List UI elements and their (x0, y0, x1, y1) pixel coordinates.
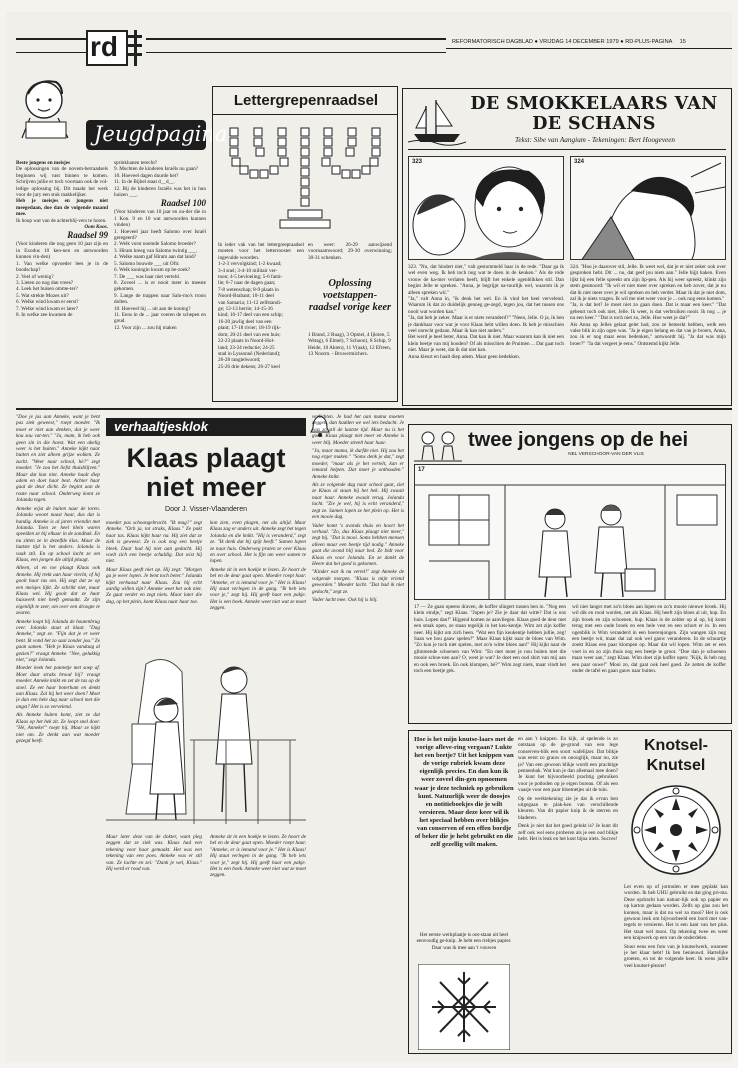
list-item: 12. Voor zijn ... zou hij maken (114, 324, 177, 331)
story-col3 (210, 520, 306, 640)
story-paragraph: Anneke wijst de buiten naar de toren. Jolanda woont naast haar, dus dat is handig. Anneke is al jaren vriendin met Jolanda. Toen ze heel klein waren speelden ze bij elkaar in de zandbak. En nu zitten ze in dezelfde klas. Maar de laatste tijd is het anders. Jolanda is vaak stil. En op school lacht ze om Klaas, een jongen die altijd plaagt. (16, 505, 100, 563)
menorah-puzzle-grid (224, 124, 386, 234)
story-paragraph: Maar Klaas geeft niet op. Hij zegt: "Morgen ga je weer lopen. Je bent toch beter." Jolanda kijkt verbaasd naar Klaas. Zou hij echt aardig willen zijn? Anneke weet het ook niet. Ze gaat verder en zegt niets. Maar later die dag, op het plein, komt Klaas naar haar toe. (106, 566, 202, 605)
twee-author: NEL VERSCHOOR-VAN DER VLIS (568, 452, 644, 457)
jeugd-title-box (86, 120, 228, 150)
logo-text: rd (90, 31, 118, 62)
story-col1 (16, 414, 100, 1054)
clue-line: 3-4 snel; 3-4-10 militair ver- (218, 267, 278, 274)
story-paragraph: Anneke loopt bij Jolanda de houtenbrug over. Jolanda staat al klaar. "Dag Anneke," zegt ze. "Fijn dat je er weer bent. Ik vond het zo saai zonder jou." Ze gaan samen. "Heb je Klaas vandaag al gezien?" vraagt Anneke. "Nee, gelukkig niet," zegt Jolanda. (16, 618, 100, 664)
story-paragraph: verlichten. Je had het aan mama moeten zeggen, dan hadden we wel iets bedacht. Je was zo stil de laatste tijd. Maar nu is het goed. Klaas plaagt niet meer en Anneke is weer blij. Moeder streelt haar haar. (312, 414, 404, 446)
list-item: 12. Bij de kinderen Israëls was het in hun huizen ___. (114, 185, 206, 199)
raadsel-99-title: Raadsel 99 (67, 230, 108, 241)
list-item: 11. In de Bijbel staat d__d__. (114, 179, 176, 186)
jeugd-col2 (114, 160, 206, 420)
list-item: 6. Welke wind kwam er eerst? (16, 299, 79, 306)
story-paragraph: Als ze volgende dag naar school gaat, ziet ze Klaas al staan bij het hek. Hij zwaait naar haar. Anneke zwaait terug. Jolanda lacht. "Zie je wel, hij is echt veranderd," zegt ze. Samen lopen ze het plein op. Het is een mooie dag. (312, 482, 404, 521)
clue-line: 26-28 rangtelwoord; (218, 357, 261, 364)
story-illustration (106, 644, 306, 830)
smokkelaars-title: DE SMOKKELAARS VAN DE SCHANS (470, 94, 718, 134)
knotsel-text (624, 884, 728, 1050)
list-item: 7. Welke wind kwam er later? (16, 305, 79, 312)
raadsel-100-title: Raadsel 100 (160, 198, 206, 209)
twee-illustration (414, 464, 726, 600)
intro-end: Ik hoop wat van de achterblij-vers te horen. (16, 217, 107, 224)
caption-paragraph: Het werd je heel beter, Anna. Dat kan ik niet. Maar waarom kan ik niet een klein beetje van mij houden? Of als misschien de Pruimen ... Dat gaat toch niet. Maar je weet, dat ik dat niet kan. (408, 334, 564, 354)
caption-paragraph: "Ja, dat heb je zeker. Maar is er niets veranderd?" "Neen, Jelle. O ja, ik ben je dankbaar voor wat je voor Klaas hebt willen doen. Ik heb je misschien veel onrecht gedaan. Maar ik kan niet anders." (408, 315, 564, 335)
clue-line: lie; 6-7 naar de dagen gaan; (218, 280, 276, 287)
story-paragraph: Vader komt 's avonds thuis en hoort het verhaal. "Zo, dus Klaas plaagt niet meer," zegt hij. "Dat is mooi. Soms hebben mensen alleen maar een beetje tijd nodig." Anneke gaat die avond blij naar bed. Ze bidt voor Klaas en voor Jolanda. En ze dankt de Heere dat het goed is gekomen. (312, 522, 404, 567)
list-item: 6. Welk koningin kwam op be-zoek? (114, 267, 191, 274)
list-item: 7. De ___ was haar niet verteld. (114, 273, 180, 280)
boy-illustration (16, 72, 78, 142)
paper-name: REFORMATORISCH DAGBLAD (452, 39, 533, 45)
clue-line: 25-26 drie dekens; 26-27 keel (218, 363, 280, 370)
story-col2 (106, 520, 202, 640)
knotsel-paragraph: Let even op of jormulen er mee geplakt kan worden. Ik heb UHU gebruikt en dat ging pri-ma. Deze opdracht kan natuur-lijk ook op papier en op karton gedaan worden. Zelfs op glas zou het kunnen, maar is dat nu wel zo mooi? Het is ook gewoon leuk om bijvoorbeeld een bord met van-tegels te versieren. Het is een kant van het plus. Het staat wel mooi. Op tekening twee en weer een knipwerk op een van de onderdelen. (624, 884, 728, 942)
intro-text: De oplossingen van de novem-berraadsels beginnen wij vast binnen te komen. Schrijven jullie er toch voortaan ook de vol-ledige oplossing bij. Dit maakt het werk voor de jury een stuk makkelijker. (16, 166, 108, 199)
knutsel-lead: Hoe is het mijn knutse-laars met de vorige afleve-ring vergaan? Lukte het een beetje? Uit het knippen van de vorige rubriek kwam deze eigenlijk precies. En dan kun ik weer zoveel din-gen opnoemen waar je deze techniek op gebruiken kunt. Natuurlijk weer de doosjes en notitieboekjes die je wilt versieren. Maar deze keer wil ik het speciaal hebben over blikjes van conserven of een effen bordje of beker die je hebt gebruikt en die zelf gezellig wilt maken. (414, 736, 514, 849)
sailing-ship-icon (408, 96, 466, 146)
clue-line: Noord-Brabant; 10-11 deel (218, 293, 274, 300)
list-item: 1. Van welke opvoeder lees je in de boodschap? (16, 260, 108, 274)
header-info: REFORMATORISCH DAGBLAD ● VRIJDAG 14 DECEMBER 1979 ● RD-PLUS-PAGINA 15 (452, 39, 686, 45)
list-item: 10. Hoeveel hij ... uit aan de koning? (114, 305, 191, 312)
masthead-logo (86, 30, 144, 66)
lettergrepen-clues (218, 242, 304, 398)
list-item: 2. Veel of weinig? (16, 273, 54, 280)
list-item: 3. Hiram kreeg van Salomo twintig ___. (114, 247, 198, 254)
story-title: Klaas plaagt niet meer (126, 443, 286, 502)
lettergrepen-clues-right: en weer: 26-29 aanwijzend voornaamwoord; 29-30 overwinning; 30-31 schenken. (308, 242, 392, 261)
twee-caption-left: 17 — Ze gaan opeens draven, de koffer slingert tussen hen in. "Nog een klein eindje," zegt Klaas. "Jopen je? Zie je daar dat witte? Dat is ons huis. Lopen dan!" Hijgend komen ze aanvliegen. Klaas goed de deur met een smak open, ze staan tegelijk in het keu-kentje. Wim zet zijn koffer neer. Hij kijkt om zich heen. "Wat een fijn keukentje hebben jullie, zeg! Saan we hou gaaw spelen?" Maar Klaas kijkt naar de bloes van Wim. "Zo kun je toch niet spelen, met zo'n witte bloes aan!" Hij kijkt naar de glimmende schoenen van Wim: "En met moet je nou buiten met die mooie schoe-nen aan? O, weet je wat? Je doet een oud shirt van mij aan en ook een broek. En ook klompen, hè?" Wim zegt niets, maar vindt het toch een beetje gek. (414, 604, 566, 675)
jeugd-title: Jeugdpagina (94, 122, 228, 146)
snowflake-pattern (418, 964, 510, 1050)
story-col3b: Anneke zit in een hoekje te lezen. Ze hoort de bel en de deur gaat open. Moeder roept haar. "Anneke, er is iemand voor je." Het is Klaas! Hij staat verlegen in de gang. "Ik heb iets voor je," zegt hij. Hij geeft haar een pakje. Het is een boek. Anneke weet niet wat ze moet zeggen. (210, 834, 306, 879)
knotsel-title: Knotsel-Knutsel (644, 737, 708, 774)
panel-number: 324 (574, 159, 585, 165)
knutsel-paragraph: Denk je niet dat het goed gelukt is? Je kunt dit zelf ook wel eens proberen als je een oud blikje hebt. Het is leuk en het kost bijna niets. Succes! (518, 823, 618, 843)
newspaper-page (6, 12, 732, 1062)
story-paragraph: Als Anneke buiten komt, ziet ze dat Klaas op het hek zit. Ze loopt snel door. "Hé, Anneke!" roept hij. Maar ze kijkt niet om. Ze denkt aan wat moeder gezegd heeft. (16, 712, 100, 744)
solution-title: Oplossing voetstappen-raadsel vorige keer (308, 278, 392, 313)
story-col4 (312, 414, 404, 1054)
story-paragraph: Moeder keek het pannetje met soep af. Moet daar straks brood bij? vraagt moeder. Anneke knikt en zet de tas op de stoel. Ze eet haar boterham en denkt aan Klaas. Zal hij het weer doen? Moet je dan een hele dag naar school met die angst? Het is zo vervelend. (16, 665, 100, 710)
clues-intro: In ieder vak van het lettergreepraadsel moeten voor het letterrooster een ingevulde woorden. (218, 242, 304, 261)
raadsel-99-intro: (Voor kinderen die nog geen 10 jaar zijn en in Exodus 10 ken-nen en antwoorden kunnen vin-den) (16, 241, 108, 261)
decorated-plate-illustration (628, 782, 724, 878)
clue-line: land; 23-24 reductie; 24-25 (218, 344, 275, 351)
raadsel-100-intro: (Voor kinderen van 10 jaar en ou-der die in 1 Kon. 9 en 10 wat antwoorden kunnen vinden) (114, 209, 206, 229)
clue-line: toon; 4-5 bevloeiing; 5-6 fami- (218, 274, 283, 281)
story-author: Door J. Visser-Vlaanderen (165, 506, 247, 513)
caption-paragraph: 324. "Hou je daarover stil, Jelle. Ik weet wel, dat je er niet zeker ook over gesproken hebt. Dit ... nu, dat geef jou niets aan." Jelle bijjt haken. Even lijkt hij een felle spreekt om zijn lip-pen. Als hij weer spreekt, klinkt zijn stem gesmoord: "Ik wil er niet meer over spreken en heb zover, dat je nu dat ik niet meer over je wil spreken en heb verder. Maar ik dat je niet dom, zal ik je niets vragen. Ik wil me niet weer voor je ... ook nog eens komen." (570, 264, 726, 303)
list-item: 3. Lieten zo nog dan vrees? (16, 279, 74, 286)
knotsel-paragraph: Stuur eens een foto van je knutselwerk, wanneer je het klaar hebt! Ik ben benieuwd. Hartelijke groeten, en tot de volgende keer. Ik wens jullie veel knutsel-plezier! (624, 943, 728, 969)
clue-line: 1-2-3 vervolgkind; 1-2 kwaad; (218, 261, 282, 268)
clue-line: ge; 12-13 herrie; 14-15-16 (218, 306, 273, 313)
signature: Oom Koos. (84, 224, 108, 231)
panel-number: 17 (418, 467, 425, 473)
list-item: 1. Hoeveel jaar heeft Salomo over Israël geregeerd? (114, 228, 206, 242)
clue-line: 22-23 plaats in Noord-Hol- (218, 338, 275, 345)
clue-line: stad in Lyssonnë (Nederland); (218, 350, 281, 357)
smokkelaars-header (408, 94, 726, 150)
comic-caption-324 (570, 264, 726, 402)
solution-text: 1 Brand, 2 Ruag), 3 Opmei, 4 Ijloten, 5 Wetag), 6 Elmel), 7 Schoon), 8 Schip, 9 Heide, 10 Akten), 11 V(aak), 12 Efreen, 13 Noorm. - Bruwermichers. (308, 332, 391, 358)
story-col2b: Maar later deze van de dokter, want pleg zeggen dat ze ziek was. Klaas had een tekening voor haar gemaakt. Het was een tekening van een poes. Anneke was er stil van. Ze lachte en zei: "Dank je wel, Klaas." Hij werd er rood van. (106, 834, 202, 873)
paper-date: VRIJDAG 14 DECEMBER 1979 (539, 39, 619, 45)
story-paragraph: Alleen, al en toe plaagt Klaas ook Anneke. Hij trekt aan haar vlecht, of hij gooit haar tas om. Hij zegt dat ze op een meisjes lijkt. Ze schrikt niet, maar Klaas wel. Hij gooit dat ze haar huiswerk niet heeft gemaakt. Ze zijn eigenlijk te zeer, om over een droogte te zeuren. (16, 565, 100, 617)
list-item: 5. Salomo bouwde ___ uit Ofir. (114, 260, 180, 267)
caption-paragraph: "Ja, is dat het? Je moet niet zo gaan doen. Dat is maar een keer." "Dat gebeurt toch ook niet, Jelle. Ik weet, is dat verbruiken nooit. Ik nog ... je nu een keer." "Dat is toch niet zo, Jelle. Hoe weet je dat?" (570, 302, 726, 322)
verhaal-label: verhaaltjesklok (114, 419, 208, 434)
caption-paragraph: Als Anna op Jelles gelaat gelet had, zou ze bemerkt hebben, welk een valse blik in zijn ogen was. "Ja je eigen belang en dat van je broers, Anna, zou ik er nog maar eens bedenken," antwoordt hij. "Ja dat was mijn broer?" "Ja dat vergeet je eens." Ontstemd kijkt Jelle. (570, 321, 726, 347)
panel-number: 323 (412, 159, 423, 165)
knutsel-para: Het eerste werkplaatje is ont-staan uit heel eenvoudig ge-knip. Je hebt een riebjes papier. Daar was ik mee aan 't vouwen (416, 932, 512, 951)
list-item: 4. Welke naam gaf Hiram aan dat land? (114, 254, 196, 261)
page-number: 15 (679, 39, 686, 45)
list-item: 2. Welk vorst noemde Salomo broeder? (114, 241, 196, 248)
list-item: 8. Zoveel ... is er nooit meer in meeste gekomen. (114, 279, 206, 293)
clue-line: kind; 16-17 deel van een schip; (218, 312, 283, 319)
knutsel-paragraph: en aan 't knippen. En kijk, al spelende is zo ontstaan op de ge-grond van een lege conserven-blik een soort wafelijzer. Dat blikje was eerst zo grauw en onooglijk, maar nu, zie je? Van een gewoon blikje wordt een prachtige pennenbak. Wat kun je dan allemaal mee doen? Je kunt het bijvoorbeeld prachtig gebruiken voor je potloden op je eigen bureau. Of als een vaasje voor een paar bloemetjes uit de tuin. (518, 736, 618, 794)
story-paragraph: "Ja, maar mama, ik durfde niet. Hij zou het nog erger maken." "Soms denk je dat," zegt moeder, "maar als je het vertelt, kan er iemand helpen. Dat moet je onthouden." Anneke knikt. (312, 448, 404, 480)
clue-line: plant; 17-18 rivier; 18-19 rijk- (218, 325, 281, 332)
list-item: 10. Hoeveel dagen duurde het? (114, 172, 179, 179)
story-paragraph: kon zien, even plagen, net als altijd. Maar Klaas zag er anders uit. Anneke zegt het tegen Jolanda en die knikt. "Hij is veranderd," zegt ze. "Ik denk dat hij spijt heeft." Samen lopen ze naar huis. Onderweg praten ze over Klaas en over school. Het is fijn om weer samen te lopen. (210, 520, 306, 565)
caption-paragraph: 323. "Nu, dat hindert niet," valt gestommeld haar in de rede. "Daar ga ik wel even weg. Ik heb toch nog wat te doen in de keuken." Als de rode vrouw de ka-mer verlaten heeft, blijft het enkele ogenblikken stil. Dan begint Jelle te spreken. "Anna, je begrijpt na-tuurlijk wel, waarom ik je alleen spreken wil." (408, 264, 564, 296)
story-paragraph: Vader lacht mee. Ook hij is blij. (312, 596, 378, 603)
twee-caption-right: wil niet langer met zo'n bloes aan lopen en zo'n mooie nieuwe broek. Hij wil dik en rood worden, net als Klaas. Hij heeft zijn bloes al uit, hup. En zijn broek en zijn schoenen, hup. Klaas is de zolder op al op, hij komt terug met een oude broek en een hele vest en een schort er in. In een ogenblik is Wim veranderd in een boerenjongen. Zijn wangen zijn nog een beetje wit, maar dat zal ook wel gauw veranderen. In de schuurtje zoekt Klaas een paar klompen op. Maar dat wil lopen. Wim zet er een voet in en zo zijn thuis nog een beetje te groot. "Doe dan je schoenen maar weer aan," zegt Klaas. Wim doet zijn koffer open: "Kijk, ik heb nog een paar ouwe!" Mooi zo, dat gaat ook heel goed. Ze zetten de koffer onder de tafel en gaan gauw naar buiten. (572, 604, 726, 675)
knutsel-mid (518, 736, 618, 1050)
list-item: 4. Leek het huisen omme-ter? (16, 286, 78, 293)
verhaal-label-box (106, 418, 306, 436)
lettergrepen-title: Lettergrepenraadsel (233, 92, 379, 109)
two-boys-header-icon (414, 428, 462, 462)
list-item: 11. Eens in de ... jaar voeren de schepen en goud. (114, 311, 206, 325)
smokkelaars-credits: Tekst: Sibe van Aangium - Tekeningen: Bert Hoogeveen (514, 136, 675, 144)
story-paragraph: Anneke zit in een hoekje te lezen. Ze hoort de bel en de deur gaat open. Moeder roept haar. "Anneke, er is iemand voor je." Het is Klaas! Hij staat verlegen in de gang. "Ik heb iets voor je," zegt hij. Hij geeft haar een pakje. Het is een boek. Anneke weet niet wat ze moet zeggen. (210, 566, 306, 612)
comic-panel-323 (408, 156, 564, 260)
comic-panel-324 (570, 156, 726, 260)
twee-title: twee jongens op de hei (468, 429, 689, 451)
caption-paragraph: "Ja," valt Anna in, "ik denk het wel. En ik vind het heel vervelend. Waarom ik dat zo duidelijk genoeg ge-zegd, tegen jou, dat het tussen ons nooit wat worden kan." (408, 296, 564, 315)
list-item: 9. Mochten de kinderen Israëls nu gaan? (114, 166, 198, 173)
knutsel-paragraph: Op de werktekening zie je dat ik ervan ben uitgegaan te plak-ken van verschillende kleuren. Van dit papier knip ik de sterren en bladeren. (518, 795, 618, 821)
paper-section: RD-PLUS-PAGINA (625, 39, 673, 45)
list-item: 8. In welke zee kwamen de (16, 311, 73, 318)
clue-line: van Samaria; 11-12 zelfstandi- (218, 299, 282, 306)
intro-heading: Beste jongens en meisjes (16, 160, 71, 166)
story-paragraph: moeder pas schoongebracht. "Ik mag?" zegt Anneke. "Och ja, tot straks, Klaas." Ze pakt haar tas. Klaas kijkt haar na. Hij ziet dat ze ziek is geweest. Ze is ook nog een beetje bleek. Daar had hij niet aan gedacht. Hij voelt zich een beetje schuldig. Dat wist hij niet. (106, 520, 202, 565)
story-paragraph: "Kinder wat ik nu vertel!" zegt Anneke de volgende morgen. "Klaas is mijn vriend geworden." Moeder lacht. "Dat had ik niet gedacht," zegt ze. (312, 569, 404, 595)
intro-bold: Heb je meisjes en jongens niet meegedaan, doe dan de volgende maand mee. (16, 198, 108, 218)
clue-line: 16-20 jawlig deel van een (218, 318, 272, 325)
clue-line: dom; 20-21 deel van een huis; (218, 331, 281, 338)
caption-paragraph: Anna kleurt en haalt diep adem. Maar geen bedekken. (408, 353, 521, 360)
list-item: 5. Wat strekte Mozes uit? (16, 292, 69, 299)
jeugd-section (16, 72, 228, 422)
story-paragraph: "Doe je jas aan Anneke, want je bent pas ziek geweest," roept moeder. "Ik moet er niet aan denken, dat je weer kou zou vat-ten." "Ja, mam, ik heb ook geen zin in die hoest. Wat een akelig weer is het buiten." Anneke kijkt naar buiten en ziet alleen grijze wolken. Ze zucht. "Weer naar school, hè?" zegt moeder. "Je zou het liefst thuisblijven." Maar dat kan niet. Anneke haalt diep adem en doet haar best. Achter haar gaat de deur dicht. Ze begint aan de route naar school. Onderweg komt ze Jolanda tegen. (16, 414, 100, 504)
list-item: 9. Lange de trappen naar Salo-mo's troon dolten. (114, 292, 206, 306)
jeugd-col1 (16, 160, 108, 420)
clue-line: 7-8 wetenschap; 8-9 plaats in (218, 286, 279, 293)
comic-caption-323 (408, 264, 564, 402)
list-item: sprinkhanen terecht? (114, 160, 158, 166)
